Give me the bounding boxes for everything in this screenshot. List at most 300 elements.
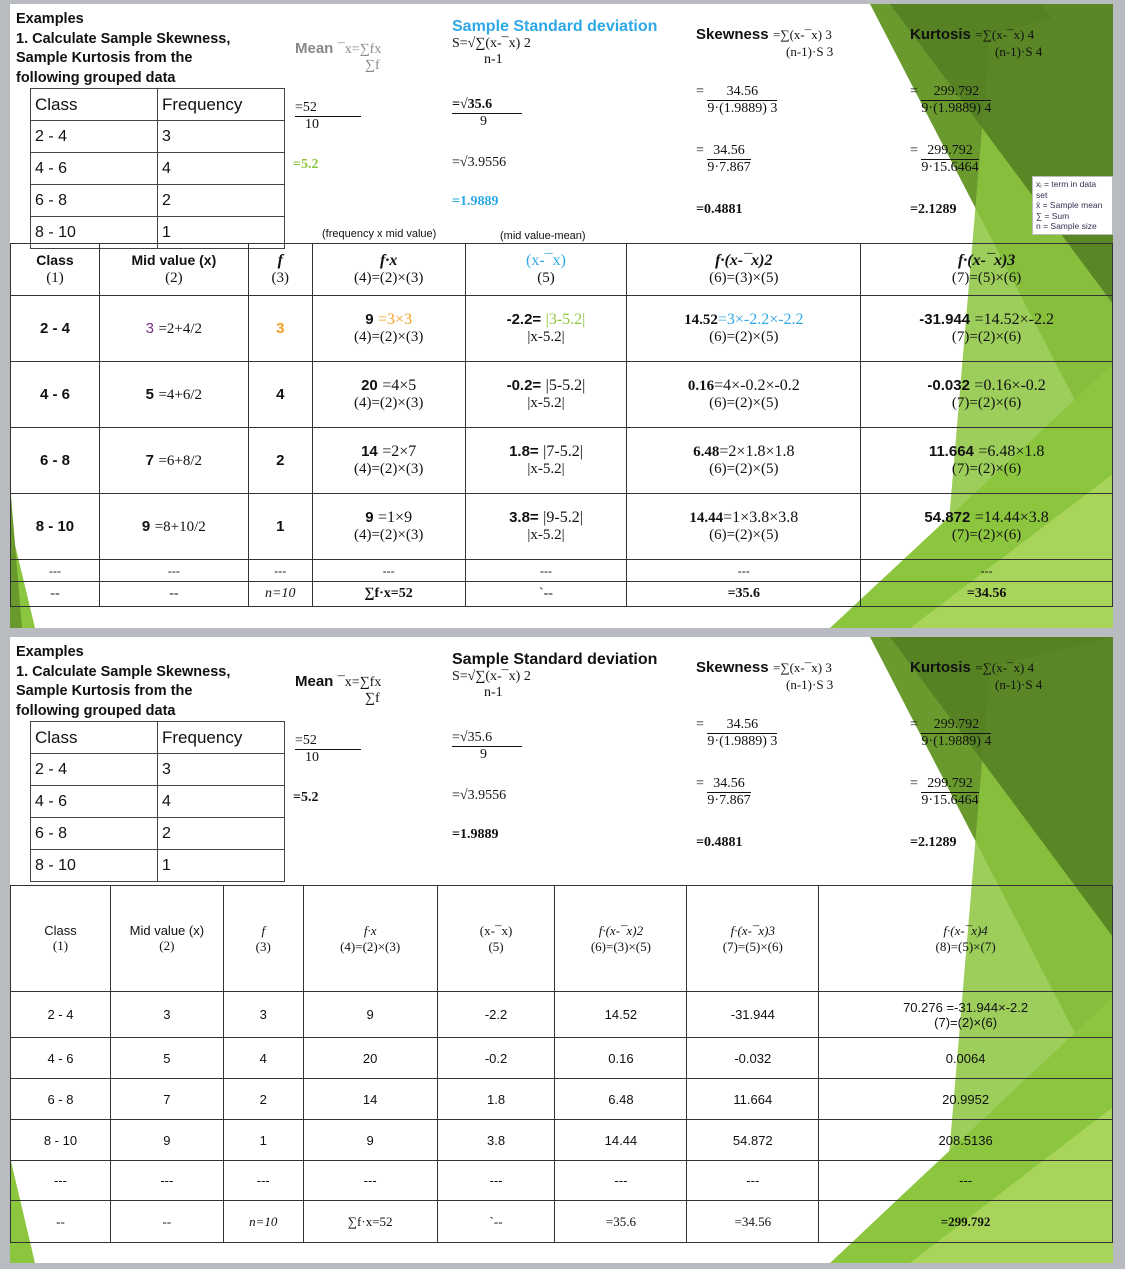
dash-cell: --- [11,1161,111,1201]
table-row [11,362,1113,428]
header-cell: (x-¯x) (5) [437,886,555,992]
header-sub: (3) [255,938,271,954]
mean-formula [295,673,381,707]
sd-formula [452,18,657,68]
dev-calc: |5-5.2| [545,377,586,394]
mid-value: 9 [141,517,151,535]
dev-value: -2.2 [437,992,555,1038]
table-row [11,1079,1113,1120]
mid-value: 3 [145,319,154,337]
kurtosis-result: =2.1289 [910,202,957,217]
sd-calc [452,97,522,130]
fdev2-sub: (6)=(2)×(5) [709,395,779,411]
header-cell: f·(x-¯x)4 (8)=(5)×(7) [819,886,1113,992]
class-cell: 8 - 10 [35,517,75,535]
dev-calc: |9-5.2| [543,509,583,526]
header-cell: Class (1) [11,886,111,992]
table-row [11,560,1113,582]
fx-value: 9 [303,1120,437,1161]
table-cell: 4 [158,153,285,185]
sd-calc-den: 9 [480,747,487,762]
legend-box [1032,176,1113,235]
table-cell: Frequency [158,722,285,754]
kurtosis-formula-top: =∑(x-¯x) 4 [975,660,1035,675]
kurtosis-calc: = $\frac{299.792}{9\cdot(1.9889) 4}$ [910,84,992,116]
kurtosis-formula-bottom: (n-1)·S 4 [995,677,1043,692]
fx-calc: =1×9 [378,509,413,526]
kurtosis-formula-bottom: (n-1)·S 4 [995,44,1043,59]
fdev4-value: 208.5136 [819,1120,1113,1161]
kurtosis-calc-den: 9·(1.9889) 4 [921,101,992,116]
dev-value: -0.2= [506,377,542,394]
table-row [11,296,1113,362]
table-cell: 2 [158,818,285,850]
header-cell: f·x (4)=(2)×(3) [312,244,465,296]
fdev2-calc: =4×-0.2×-0.2 [714,377,800,394]
example-title [16,643,230,721]
kurtosis-step2-den: 9·15.6464 [921,160,979,175]
table-cell: 2 - 4 [31,754,158,786]
class-cell: 6 - 8 [11,1079,111,1120]
fdev3-value: 54.872 [924,509,971,526]
header-cell: f·(x-¯x)2 (6)=(3)×(5) [555,886,687,992]
kurtosis-formula [910,26,1042,60]
sd-result: =1.9889 [452,827,499,842]
dash-cell: --- [627,560,861,582]
fdev4-sub: (7)=(2)×(6) [934,1014,998,1030]
mean-formula-top: ¯x=∑fx [337,675,382,690]
fx-sub: (4)=(2)×(3) [353,527,424,543]
table-row [31,722,285,754]
kurtosis-calc-den: 9·(1.9889) 4 [921,734,992,749]
mid-calc: =4+6/2 [158,386,203,403]
mid-value: 5 [145,385,154,403]
fdev2-value: 14.52 [684,312,718,328]
frequency-cell: 3 [276,319,285,337]
fdev2-value: 14.44 [555,1120,687,1161]
table-cell: Frequency [158,89,285,121]
header-cell: f·(x-¯x)3 (7)=(5)×(6) [687,886,819,992]
fdev4-value: 20.9952 [819,1079,1113,1120]
title-line: Sample Kurtosis from the [16,50,193,66]
frequency-cell: 4 [276,385,285,403]
fx-value: 14 [303,1079,437,1120]
kurtosis-step2: = $\frac{299.792}{9\cdot 15.6464}$ [910,143,979,175]
sd-calc [452,730,522,763]
fdev3-value: 11.664 [928,443,974,460]
header-sub: (1) [52,938,69,953]
dash-cell: --- [248,560,312,582]
mid-value: 3 [110,992,223,1038]
header-sub: (6)=(3)×(5) [709,270,779,286]
mean-formula-bottom: ∑f [365,691,380,706]
table-row [31,818,285,850]
dev-sub: |x-5.2| [527,329,565,345]
sd-calc-num: =√35.6 [452,730,522,747]
header-sub: (2) [165,270,183,286]
mean-result: =5.2 [293,790,319,805]
fdev4-calc: =-31.944×-2.2 [946,999,1029,1015]
header-sub: (4)=(2)×(3) [340,938,401,954]
mid-value: 9 [110,1120,223,1161]
fx-calc: =2×7 [382,443,417,460]
class-cell: 4 - 6 [11,1038,111,1079]
table-cell: Class [31,89,158,121]
mean-label: Mean [295,40,334,57]
title-line: 1. Calculate Sample Skewness, [16,30,231,47]
mid-value: 5 [110,1038,223,1079]
mean-calc-den: 10 [305,117,319,132]
table-row [31,754,285,786]
dash-cell: --- [437,1161,555,1201]
fdev2-value: 6.48 [693,444,720,460]
dev-value: 3.8= [509,509,539,526]
kurtosis-calc: = $\frac{299.792}{9\cdot(1.9889) 4}$ [910,717,992,749]
fx-value: 9 [365,311,374,328]
total-cell: `-- [437,1201,555,1243]
header-sub: (3) [271,270,289,286]
header-sub: (8)=(5)×(7) [935,938,996,954]
total-cell: =35.6 [627,582,861,607]
kurtosis-step2-num: 299.792 [921,143,978,160]
table-row [31,153,285,185]
total-cell: n=10 [248,582,312,607]
dash-cell: --- [110,1161,223,1201]
fdev3-calc: =6.48×1.8 [978,443,1045,460]
mean-result: =5.2 [293,157,319,172]
fx-value: 14 [361,443,378,460]
fdev2-value: 0.16 [687,378,715,394]
sd-formula-top: S=√∑(x-¯x) 2 [452,669,531,684]
kurtosis-step2-num: 299.792 [921,776,978,793]
mean-formula-top: ¯x=∑fx [337,42,382,57]
skewness-label: Skewness [696,26,769,43]
fx-value: 9 [365,509,374,526]
dev-value: -0.2 [437,1038,555,1079]
dev-sub: |x-5.2| [527,395,565,411]
fx-sub: (4)=(2)×(3) [353,329,424,345]
mean-calc [295,733,361,766]
table-cell: 4 - 6 [31,786,158,818]
header-cell: Mid value (x) (2) [99,244,248,296]
note-dev: (mid value-mean) [500,230,586,242]
table-cell: 6 - 8 [31,818,158,850]
calculation-table [10,243,1113,607]
kurtosis-result: =2.1289 [910,835,957,850]
dash-cell: --- [223,1161,303,1201]
skewness-formula-top: =∑(x-¯x) 3 [773,660,832,675]
sd-formula-bottom: n-1 [484,52,503,67]
sd-calc-den: 9 [480,114,487,129]
header-sub: (1) [46,270,64,286]
table-row [11,1161,1113,1201]
skewness-step2: = $\frac{34.56}{9\cdot 7.867}$ [696,776,751,808]
fdev2-calc: =3×-2.2×-2.2 [717,311,804,328]
total-cell: =35.6 [555,1201,687,1243]
fx-value: 20 [303,1038,437,1079]
total-cell: -- [110,1201,223,1243]
fdev2-value: 14.44 [689,510,724,526]
table-cell: 8 - 10 [31,850,158,882]
sd-label: Sample Standard deviation [452,651,658,668]
table-row [11,992,1113,1038]
fdev3-value: -31.944 [687,992,819,1038]
frequency-cell: 2 [223,1079,303,1120]
total-cell: n=10 [223,1201,303,1243]
sd-step2: =√3.9556 [452,788,507,803]
header-sub: (4)=(2)×(3) [353,270,424,286]
sd-formula [452,651,657,701]
skewness-formula-bottom: (n-1)·S 3 [786,44,834,59]
fdev4-value: 70.276 [903,999,943,1015]
table-row [31,850,285,882]
table-row [11,1038,1113,1079]
table-cell: Class [31,722,158,754]
mean-formula-bottom: ∑f [365,58,380,73]
sd-formula-bottom: n-1 [484,685,503,700]
skewness-formula-bottom: (n-1)·S 3 [786,677,834,692]
skewness-step2: = $\frac{34.56}{9\cdot 7.867}$ [696,143,751,175]
total-row [11,1201,1113,1243]
table-cell: 3 [158,754,285,786]
header-cell: f (3) [248,244,312,296]
legend-item: n = Sample size [1036,221,1097,231]
dev-calc: |7-5.2| [543,443,583,460]
table-header-row [11,244,1113,296]
mean-calc-den: 10 [305,750,319,765]
title-line: 1. Calculate Sample Skewness, [16,663,231,680]
skewness-step2-den: 9·7.867 [707,160,751,175]
total-cell: =299.792 [819,1201,1113,1243]
header-sub: (5) [537,270,555,286]
class-cell: 2 - 4 [11,992,111,1038]
header-sub: (7)=(5)×(6) [951,270,1022,286]
kurtosis-label: Kurtosis [910,659,971,676]
class-cell: 8 - 10 [11,1120,111,1161]
total-cell: -- [11,582,100,607]
mid-calc: =6+8/2 [158,452,203,469]
table-cell: 1 [158,217,285,249]
mean-calc-num: =52 [295,733,361,750]
mid-calc: =8+10/2 [154,518,206,535]
class-cell: 4 - 6 [39,385,70,403]
total-cell: ∑f·x=52 [312,582,465,607]
fdev3-calc: =14.44×3.8 [974,509,1049,526]
header-cell: Class (1) [11,244,100,296]
fdev3-calc: =14.52×-2.2 [974,311,1054,328]
title-line: Examples [16,644,84,660]
class-cell: 2 - 4 [39,319,70,337]
fdev2-value: 0.16 [555,1038,687,1079]
mean-label: Mean [295,673,334,690]
sd-result: =1.9889 [452,194,499,209]
fdev2-calc: =2×1.8×1.8 [719,443,795,460]
skewness-step2-num: 34.56 [707,143,750,160]
frequency-cell: 2 [276,451,285,469]
legend-item: x̄ = Sample mean [1036,200,1103,210]
table-row [11,428,1113,494]
mid-calc: =2+4/2 [158,320,203,337]
header-sub: (5) [488,938,504,954]
header-cell: f (3) [223,886,303,992]
fdev2-sub: (6)=(2)×(5) [709,527,779,543]
table-cell: 2 [158,185,285,217]
skewness-calc-num: 34.56 [707,717,777,734]
header-cell: (x-¯x) (5) [465,244,627,296]
frequency-table [30,88,285,249]
slide-1 [10,4,1113,628]
skewness-calc-num: 34.56 [707,84,777,101]
header-sub: (6)=(3)×(5) [590,938,651,954]
class-cell: 6 - 8 [39,451,70,469]
fx-sub: (4)=(2)×(3) [353,461,424,477]
skewness-formula [696,659,833,693]
table-cell: 4 [158,786,285,818]
header-sub: (7)=(5)×(6) [722,938,783,954]
frequency-table [30,721,285,882]
skewness-formula [696,26,833,60]
fx-value: 20 [361,377,378,394]
dev-sub: |x-5.2| [527,527,565,543]
table-row [31,89,285,121]
mean-calc [295,100,361,133]
frequency-cell: 4 [223,1038,303,1079]
sd-step2: =√3.9556 [452,155,507,170]
header-cell: f·(x-¯x)3 (7)=(5)×(6) [861,244,1113,296]
table-cell: 1 [158,850,285,882]
fdev2-value: 14.52 [555,992,687,1038]
frequency-cell: 3 [223,992,303,1038]
sd-label: Sample Standard deviation [452,18,658,35]
table-cell: 3 [158,121,285,153]
table-row [11,1120,1113,1161]
fdev2-value: 6.48 [555,1079,687,1120]
skewness-step2-num: 34.56 [707,776,750,793]
table-cell: 6 - 8 [31,185,158,217]
fx-calc: =4×5 [382,377,417,394]
total-row [11,582,1113,607]
kurtosis-calc-num: 299.792 [921,717,991,734]
fdev3-value: -31.944 [919,311,971,328]
table-header-row [11,886,1113,992]
dash-cell: --- [861,560,1113,582]
kurtosis-step2-den: 9·15.6464 [921,793,979,808]
dash-cell: --- [11,560,100,582]
fdev3-sub: (7)=(2)×(6) [951,527,1022,543]
dash-cell: --- [312,560,465,582]
total-cell: =34.56 [687,1201,819,1243]
table-row [11,494,1113,560]
skewness-calc-den: 9·(1.9889) 3 [707,101,778,116]
calculation-table [10,885,1113,1243]
note-fx: (frequency x mid value) [322,228,437,240]
dev-value: 1.8= [509,443,539,460]
frequency-cell: 1 [276,517,285,535]
title-line: Examples [16,11,84,27]
legend-item: ∑ = Sum [1036,210,1070,221]
skewness-calc-den: 9·(1.9889) 3 [707,734,778,749]
fx-calc: =3×3 [378,311,413,328]
total-cell: `-- [465,582,627,607]
sd-calc-num: =√35.6 [452,97,522,114]
skewness-calc: = $\frac{34.56}{9\cdot(1.9889) 3}$ [696,717,778,749]
table-cell: 4 - 6 [31,153,158,185]
total-cell: =34.56 [861,582,1113,607]
fdev3-value: -0.032 [927,377,970,394]
header-cell: f·x (4)=(2)×(3) [303,886,437,992]
kurtosis-label: Kurtosis [910,26,971,43]
skewness-label: Skewness [696,659,769,676]
fdev2-sub: (6)=(2)×(5) [709,461,779,477]
table-cell: 8 - 10 [31,217,158,249]
dash-cell: --- [303,1161,437,1201]
mid-value: 7 [110,1079,223,1120]
skewness-step2-den: 9·7.867 [707,793,751,808]
fdev4-value: 0.0064 [819,1038,1113,1079]
kurtosis-formula [910,659,1042,693]
fdev3-value: 54.872 [687,1120,819,1161]
total-cell: -- [11,1201,111,1243]
fx-value: 9 [303,992,437,1038]
header-sub: (2) [159,938,175,953]
dev-value: 1.8 [437,1079,555,1120]
kurtosis-formula-top: =∑(x-¯x) 4 [975,27,1035,42]
frequency-cell: 1 [223,1120,303,1161]
total-cell: ∑f·x=52 [303,1201,437,1243]
dev-calc: |3-5.2| [545,311,586,328]
table-row [31,121,285,153]
fdev3-value: 11.664 [687,1079,819,1120]
dash-cell: --- [687,1161,819,1201]
mean-calc-num: =52 [295,100,361,117]
header-cell: f·(x-¯x)2 (6)=(3)×(5) [627,244,861,296]
table-row [31,185,285,217]
dev-value: 3.8 [437,1120,555,1161]
skewness-formula-top: =∑(x-¯x) 3 [773,27,832,42]
dash-cell: --- [555,1161,687,1201]
table-row [31,786,285,818]
skewness-calc: = $\frac{34.56}{9\cdot(1.9889) 3}$ [696,84,778,116]
dash-cell: --- [465,560,627,582]
fdev3-value: -0.032 [687,1038,819,1079]
fdev3-calc: =0.16×-0.2 [974,377,1046,394]
kurtosis-calc-num: 299.792 [921,84,991,101]
title-line: following grouped data [16,69,176,86]
fdev3-sub: (7)=(2)×(6) [951,329,1022,345]
header-cell: Mid value (x) (2) [110,886,223,992]
dash-cell: --- [819,1161,1113,1201]
mid-value: 7 [145,451,154,469]
fx-sub: (4)=(2)×(3) [353,395,424,411]
sd-formula-top: S=√∑(x-¯x) 2 [452,36,531,51]
dev-sub: |x-5.2| [527,461,565,477]
skewness-result: =0.4881 [696,835,743,850]
dash-cell: --- [99,560,248,582]
legend-item: xᵢ = term in data set [1036,179,1097,200]
example-title [16,10,230,88]
title-line: Sample Kurtosis from the [16,683,193,699]
dev-value: -2.2= [506,311,542,328]
title-line: following grouped data [16,702,176,719]
fdev4-cell [819,992,1113,1038]
slide-2 [10,637,1113,1263]
mean-formula [295,40,381,74]
fdev2-sub: (6)=(2)×(5) [709,329,779,345]
fdev3-sub: (7)=(2)×(6) [951,461,1022,477]
kurtosis-step2: = $\frac{299.792}{9\cdot 15.6464}$ [910,776,979,808]
fdev3-sub: (7)=(2)×(6) [951,395,1022,411]
fdev2-calc: =1×3.8×3.8 [723,509,799,526]
